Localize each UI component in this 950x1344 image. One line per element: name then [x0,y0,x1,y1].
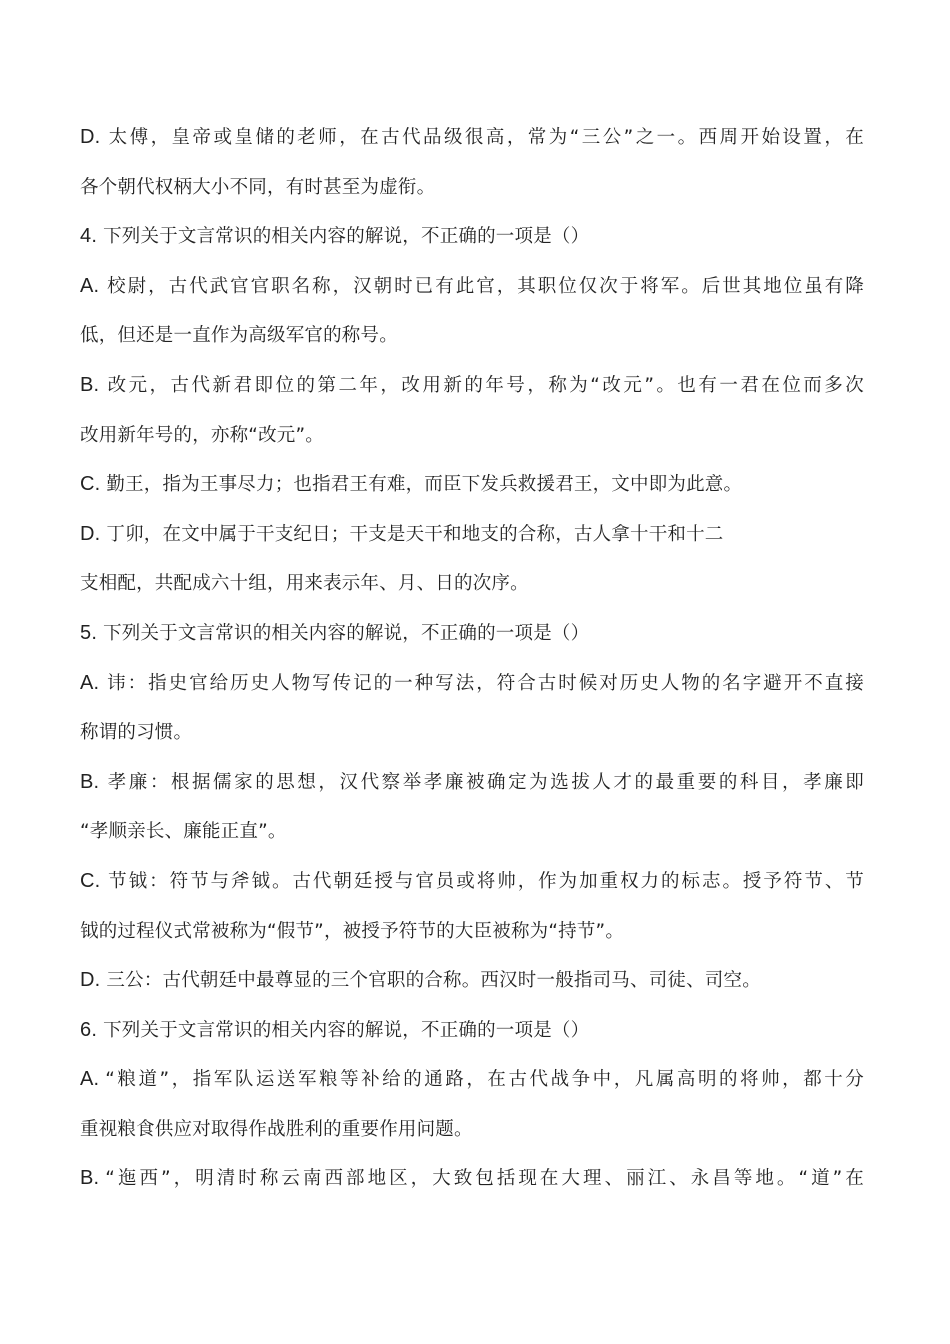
text-line [80,1105,864,1155]
option-label: D. [80,126,101,148]
text-line [80,907,864,957]
text-line [80,361,864,411]
option-label: B. [80,373,100,396]
text-line [80,758,864,808]
text-line [80,262,864,312]
line-text: 校尉，古代武官官职名称，汉朝时已有此官，其职位仅次于将军。后世其地位虽有降 [105,275,864,297]
line-text: 低，但还是一直作为高级军官的称号。 [80,325,398,347]
text-line [80,807,864,857]
document-page [80,113,864,1204]
text-line [80,510,864,560]
line-text: 支相配，共配成六十组，用来表示年、月、日的次序。 [80,573,529,595]
option-label: C. [80,869,101,892]
text-line [80,1154,864,1204]
question-number: 5. [80,621,98,644]
option-label: A. [80,1068,100,1091]
question-title [80,609,864,659]
line-text: 讳：指史官给历史人物写传记的一种写法，符合古时候对历史人物的名字避开不直接 [105,672,864,694]
line-text: 各个朝代权柄大小不同，有时甚至为虚衔。 [80,176,436,198]
text-line [80,311,864,361]
text-line [80,411,864,461]
option-label: D. [80,969,101,992]
question-title [80,1006,864,1056]
text-line [80,956,864,1006]
option-label: A. [80,671,100,694]
text-line [80,708,864,758]
line-text: 太傅，皇帝或皇储的老师，在古代品级很高，常为“三公”之一。西周开始设置，在 [106,127,864,148]
line-text: 丁卯，在文中属于干支纪日；干支是天干和地支的合称，古人拿十干和十二 [106,523,724,545]
text-line [80,460,864,510]
line-text: 勤王，指为王事尽力；也指君王有难，而臣下发兵救援君王，文中即为此意。 [106,474,743,496]
question-number: 4. [80,225,98,248]
text-line [80,559,864,609]
text-line [80,857,864,907]
question-text: 下列关于文言常识的相关内容的解说，不正确的一项是（） [103,622,590,644]
line-text: 孝廉：根据儒家的思想，汉代察举孝廉被确定为选拔人才的最重要的科目，孝廉即 [105,771,864,793]
question-text: 下列关于文言常识的相关内容的解说，不正确的一项是（） [103,226,590,248]
option-label: B. [80,1167,100,1190]
question-title [80,212,864,262]
question-text: 下列关于文言常识的相关内容的解说，不正确的一项是（） [103,1019,590,1041]
line-text: “粮道”，指军队运送军粮等补给的通路，在古代战争中，凡属高明的将帅，都十分 [105,1069,864,1091]
line-text: 称谓的习惯。 [80,722,193,744]
line-text: 三公：古代朝廷中最尊显的三个官职的合称。西汉时一般指司马、司徒、司空。 [106,970,761,992]
text-line [80,1055,864,1105]
line-text: 改用新年号的，亦称“改元”。 [80,424,324,446]
option-label: B. [80,770,100,793]
line-text: 重视粮食供应对取得作战胜利的重要作用问题。 [80,1118,473,1140]
line-text: 钺的过程仪式常被称为“假节”，被授予符节的大臣被称为“持节”。 [80,920,625,942]
text-line [80,163,864,213]
line-text: “迤西”，明清时称云南西部地区，大致包括现在大理、丽江、永昌等地。“道”在 [105,1168,864,1190]
option-label: C. [80,473,101,496]
line-text: 节钺：符节与斧钺。古代朝廷授与官员或将帅，作为加重权力的标志。授予符节、节 [106,870,864,892]
line-text: 改元，古代新君即位的第二年，改用新的年号，称为“改元”。也有一君在位而多次 [105,374,864,396]
text-line [80,659,864,709]
option-label: D. [80,522,101,545]
option-label: A. [80,274,100,297]
line-text: “孝顺亲长、廉能正直”。 [80,821,287,843]
question-number: 6. [80,1018,98,1041]
text-line [80,113,864,163]
